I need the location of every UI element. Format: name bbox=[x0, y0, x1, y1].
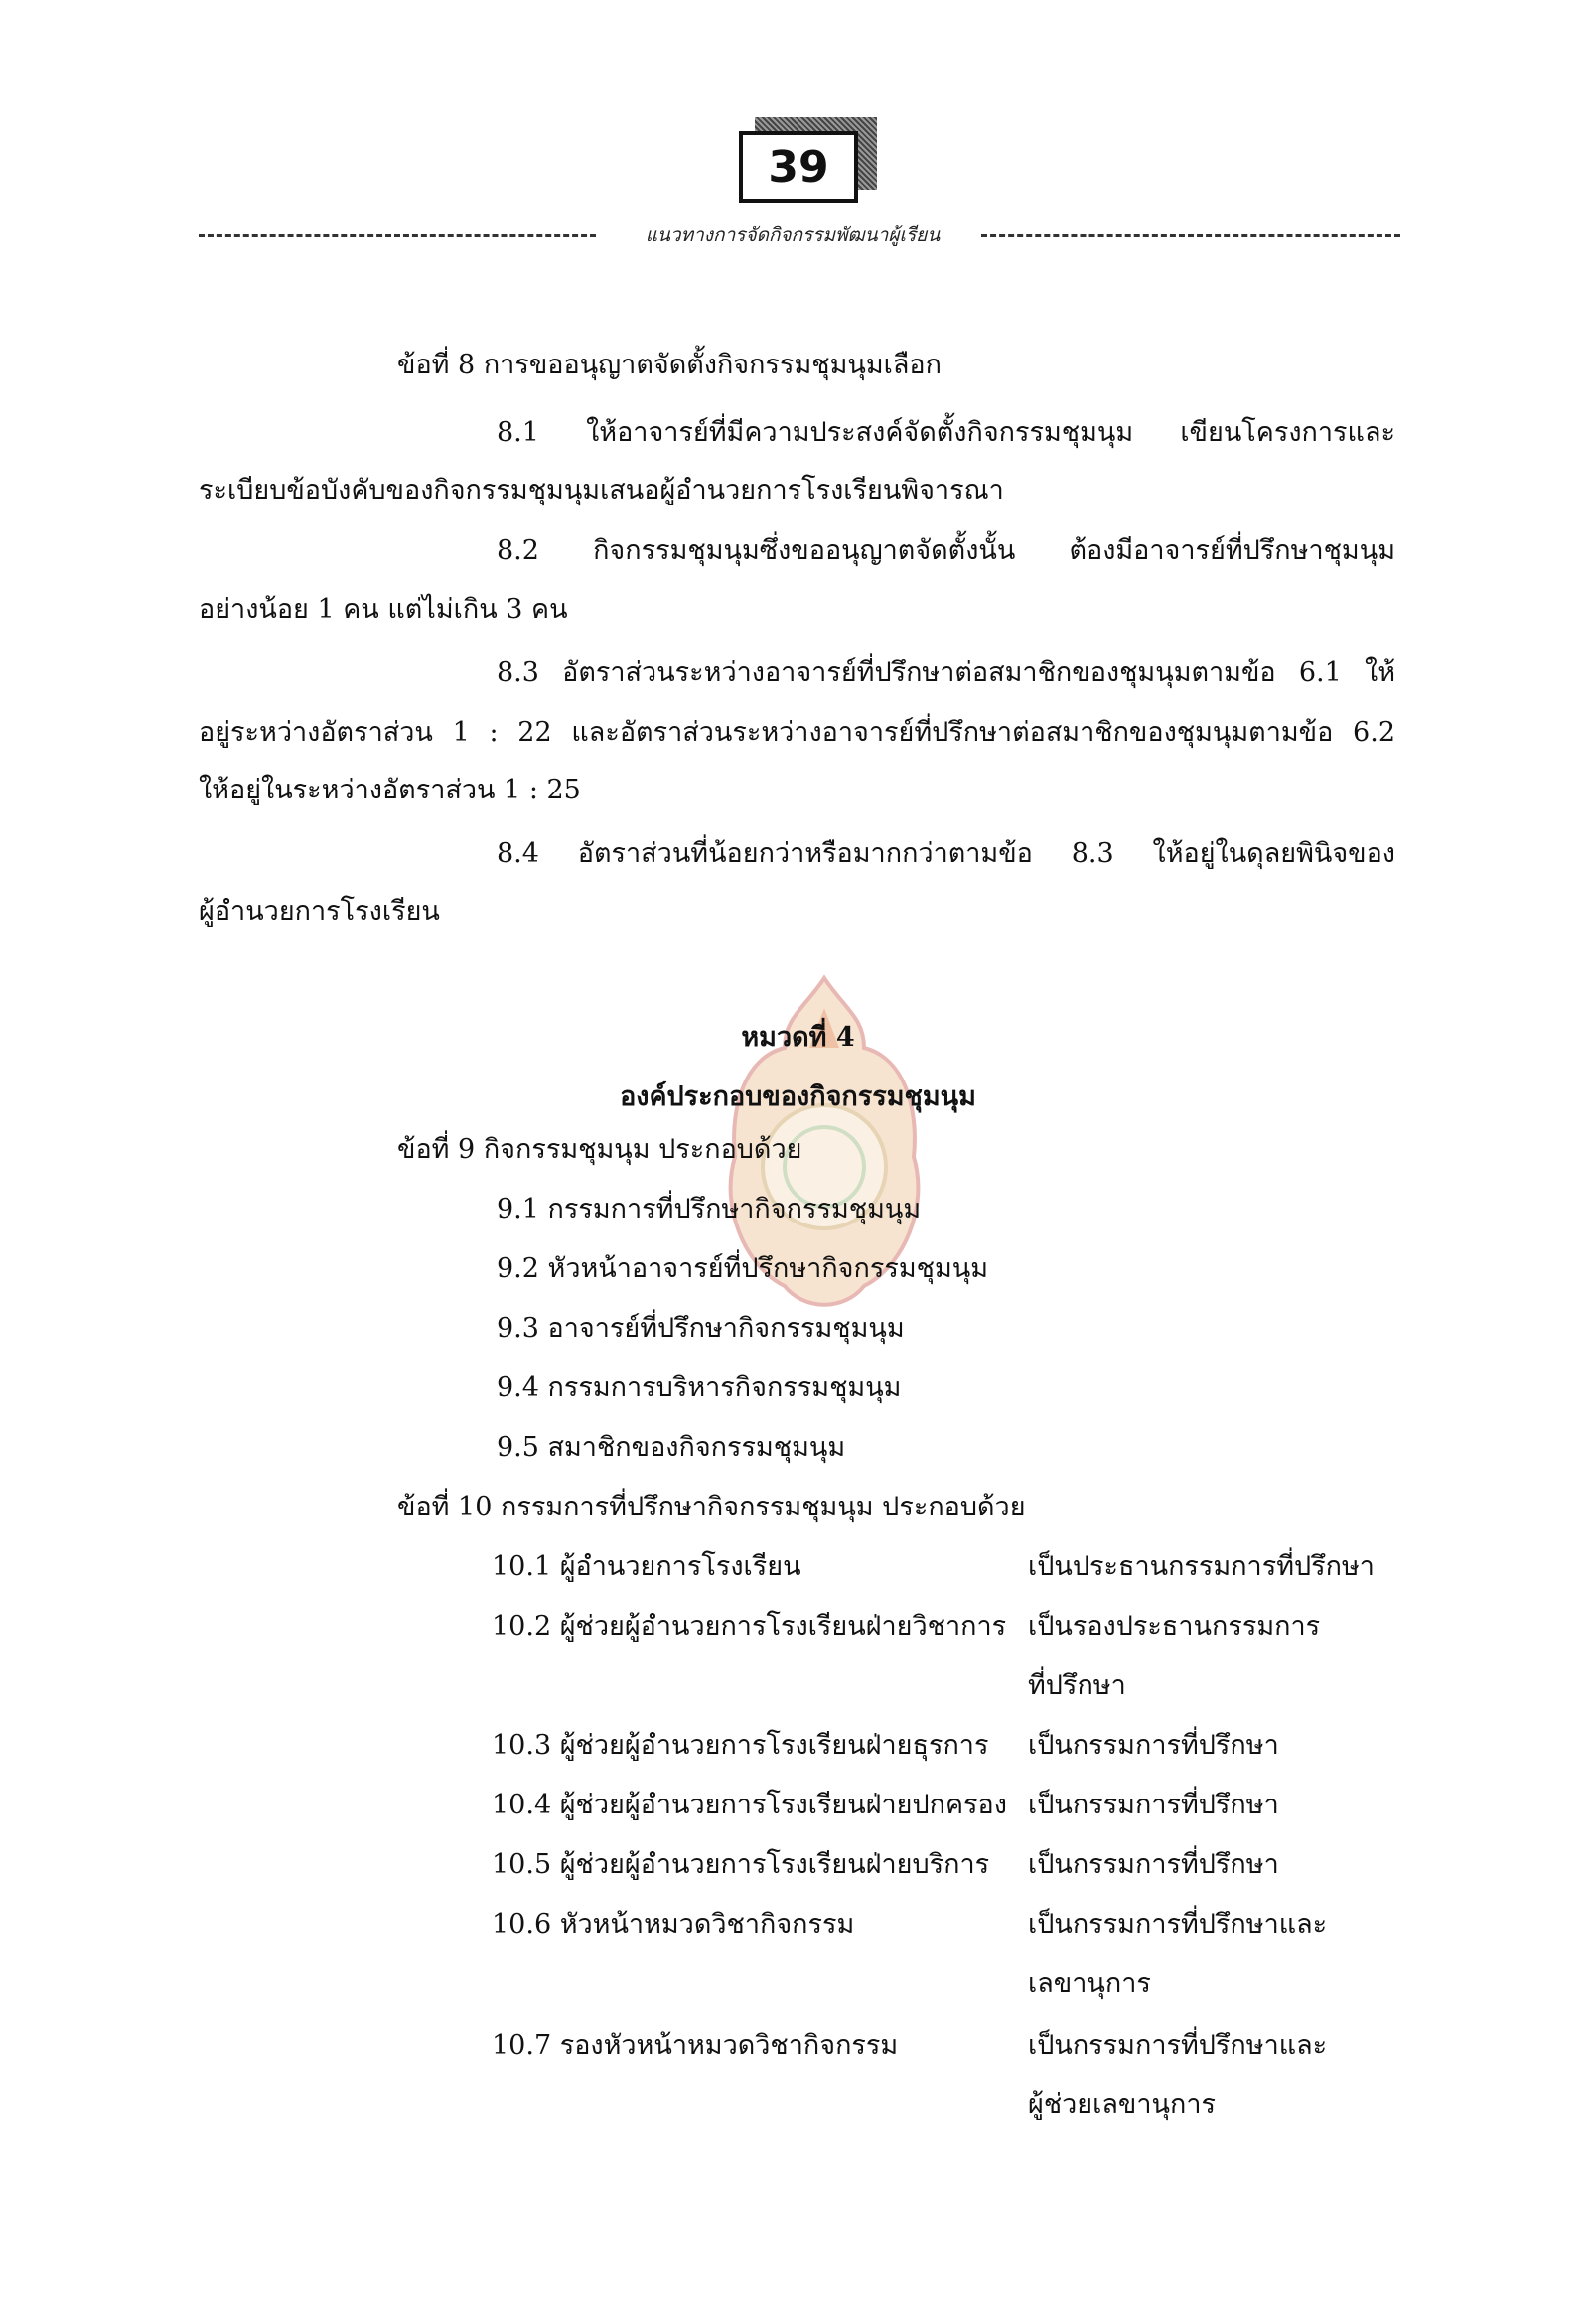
header-rule-right bbox=[981, 234, 1400, 237]
committee-role-continued: ผู้ช่วยเลขานุการ bbox=[1028, 2089, 1216, 2120]
clause-9-item: 9.5 สมาชิกของกิจกรรมชุมนุม bbox=[497, 1432, 846, 1463]
committee-role: เป็นประธานกรรมการที่ปรึกษา bbox=[1028, 1551, 1375, 1582]
committee-role-continued: เลขานุการ bbox=[1028, 1968, 1151, 1999]
committee-role: เป็นกรรมการที่ปรึกษา bbox=[1028, 1849, 1279, 1880]
clause-8-title: ข้อที่ 8 การขออนุญาตจัดตั้งกิจกรรมชุมนุมเลือก bbox=[397, 350, 942, 380]
committee-role: เป็นรองประธานกรรมการ bbox=[1028, 1611, 1321, 1642]
committee-position: 10.7 รองหัวหน้าหมวดวิชากิจกรรม bbox=[492, 2030, 899, 2061]
clause-8-1-line-2: ระเบียบข้อบังคับของกิจกรรมชุมนุมเสนอผู้อำนวยการโรงเรียนพิจารณา bbox=[199, 475, 1004, 505]
clause-8-3-line-1: 8.3 อัตราส่วนระหว่างอาจารย์ที่ปรึกษาต่อสมาชิกของชุมนุมตามข้อ 6.1 ให้ bbox=[497, 657, 1395, 688]
committee-role: เป็นกรรมการที่ปรึกษาและ bbox=[1028, 2030, 1328, 2061]
committee-position: 10.3 ผู้ช่วยผู้อำนวยการโรงเรียนฝ่ายธุรการ bbox=[492, 1730, 989, 1761]
clause-9-item: 9.2 หัวหน้าอาจารย์ที่ปรึกษากิจกรรมชุมนุม bbox=[497, 1253, 989, 1284]
clause-9-item: 9.1 กรรมการที่ปรึกษากิจกรรมชุมนุม bbox=[497, 1194, 922, 1224]
committee-role: เป็นกรรมการที่ปรึกษา bbox=[1028, 1730, 1279, 1761]
clause-10-title: ข้อที่ 10 กรรมการที่ปรึกษากิจกรรมชุมนุม ประกอบด้วย bbox=[397, 1492, 1026, 1522]
clause-9-item: 9.3 อาจารย์ที่ปรึกษากิจกรรมชุมนุม bbox=[497, 1313, 905, 1344]
section-title: องค์ประกอบของกิจกรรมชุมนุม bbox=[620, 1081, 976, 1112]
clause-9-title: ข้อที่ 9 กิจกรรมชุมนุม ประกอบด้วย bbox=[397, 1134, 802, 1165]
clause-8-3-line-3: ให้อยู่ในระหว่างอัตราส่วน 1 : 25 bbox=[199, 775, 581, 805]
committee-role: เป็นกรรมการที่ปรึกษา bbox=[1028, 1790, 1279, 1820]
clause-8-2-line-2: อย่างน้อย 1 คน แต่ไม่เกิน 3 คน bbox=[199, 594, 568, 625]
clause-8-4-line-2: ผู้อำนวยการโรงเรียน bbox=[199, 896, 440, 927]
committee-position: 10.6 หัวหน้าหมวดวิชากิจกรรม bbox=[492, 1909, 855, 1940]
section-label: หมวดที่ 4 bbox=[741, 1022, 855, 1053]
committee-position: 10.1 ผู้อำนวยการโรงเรียน bbox=[492, 1551, 801, 1582]
header-rule-left bbox=[199, 234, 596, 237]
committee-position: 10.2 ผู้ช่วยผู้อำนวยการโรงเรียนฝ่ายวิชาการ bbox=[492, 1611, 1007, 1642]
running-title: แนวทางการจัดกิจกรรมพัฒนาผู้เรียน bbox=[645, 224, 941, 246]
page-number: 39 bbox=[739, 131, 858, 203]
clause-8-1-line-1: 8.1 ให้อาจารย์ที่มีความประสงค์จัดตั้งกิจกรรมชุมนุม เขียนโครงการและ bbox=[497, 417, 1395, 448]
committee-position: 10.4 ผู้ช่วยผู้อำนวยการโรงเรียนฝ่ายปกครอง bbox=[492, 1790, 1007, 1820]
committee-role-continued: ที่ปรึกษา bbox=[1028, 1670, 1126, 1701]
clause-9-item: 9.4 กรรมการบริหารกิจกรรมชุมนุม bbox=[497, 1372, 902, 1403]
committee-position: 10.5 ผู้ช่วยผู้อำนวยการโรงเรียนฝ่ายบริการ bbox=[492, 1849, 990, 1880]
clause-8-2-line-1: 8.2 กิจกรรมชุมนุมซึ่งขออนุญาตจัดตั้งนั้น ต้องมีอาจารย์ที่ปรึกษาชุมนุม bbox=[497, 535, 1395, 566]
clause-8-4-line-1: 8.4 อัตราส่วนที่น้อยกว่าหรือมากกว่าตามข้อ 8.3 ให้อยู่ในดุลยพินิจของ bbox=[497, 838, 1395, 869]
committee-role: เป็นกรรมการที่ปรึกษาและ bbox=[1028, 1909, 1328, 1940]
clause-8-3-line-2: อยู่ระหว่างอัตราส่วน 1 : 22 และอัตราส่วนระหว่างอาจารย์ที่ปรึกษาต่อสมาชิกของชุมนุมตามข้อ 6.2 bbox=[199, 717, 1395, 748]
